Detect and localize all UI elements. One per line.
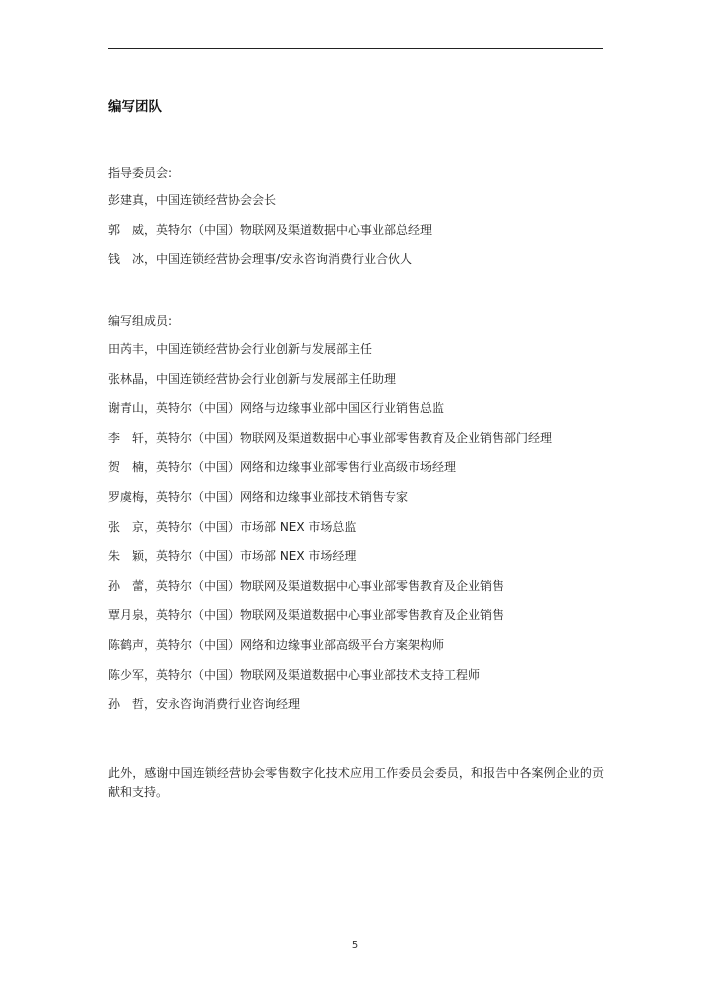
list-item: 钱 冰，中国连锁经营协会理事/安永咨询消费行业合伙人	[108, 252, 413, 267]
list-item: 孙 哲，安永咨询消费行业咨询经理	[108, 697, 301, 712]
list-item: 张 京，英特尔（中国）市场部 NEX 市场总监	[108, 519, 357, 534]
writers-list	[108, 341, 552, 726]
list-item: 李 轩，英特尔（中国）物联网及渠道数据中心事业部零售教育及企业销售部门经理	[108, 430, 553, 445]
writers-heading: 编写组成员:	[108, 314, 173, 328]
list-item: 覃月泉，英特尔（中国）物联网及渠道数据中心事业部零售教育及企业销售	[108, 608, 505, 623]
list-item: 贺 楠，英特尔（中国）网络和边缘事业部零售行业高级市场经理	[108, 460, 457, 475]
header-rule	[108, 48, 603, 49]
list-item: 陈鹤声，英特尔（中国）网络和边缘事业部高级平台方案架构师	[108, 637, 445, 652]
list-item: 郭 威，英特尔（中国）物联网及渠道数据中心事业部总经理	[108, 222, 433, 237]
list-item: 张林晶，中国连锁经营协会行业创新与发展部主任助理	[108, 371, 397, 386]
list-item: 陈少军，英特尔（中国）物联网及渠道数据中心事业部技术支持工程师	[108, 667, 481, 682]
list-item: 彭建真，中国连锁经营协会会长	[108, 193, 277, 207]
list-item: 谢青山，英特尔（中国）网络与边缘事业部中国区行业销售总监	[108, 401, 445, 416]
advisory-list	[108, 192, 432, 281]
list-item: 田芮丰，中国连锁经营协会行业创新与发展部主任	[108, 342, 373, 356]
list-item: 孙 蕾，英特尔（中国）物联网及渠道数据中心事业部零售教育及企业销售	[108, 578, 505, 593]
acknowledgement-paragraph: 此外，感谢中国连锁经营协会零售数字化技术应用工作委员会委员，和报告中各案例企业的贡献和支持。	[108, 766, 604, 799]
list-item: 朱 颖，英特尔（中国）市场部 NEX 市场经理	[108, 549, 357, 564]
advisory-heading: 指导委员会:	[108, 166, 173, 180]
list-item: 罗虞梅，英特尔（中国）网络和边缘事业部技术销售专家	[108, 489, 409, 504]
section-title: 编写团队	[108, 99, 162, 115]
page-number: 5	[351, 940, 359, 951]
